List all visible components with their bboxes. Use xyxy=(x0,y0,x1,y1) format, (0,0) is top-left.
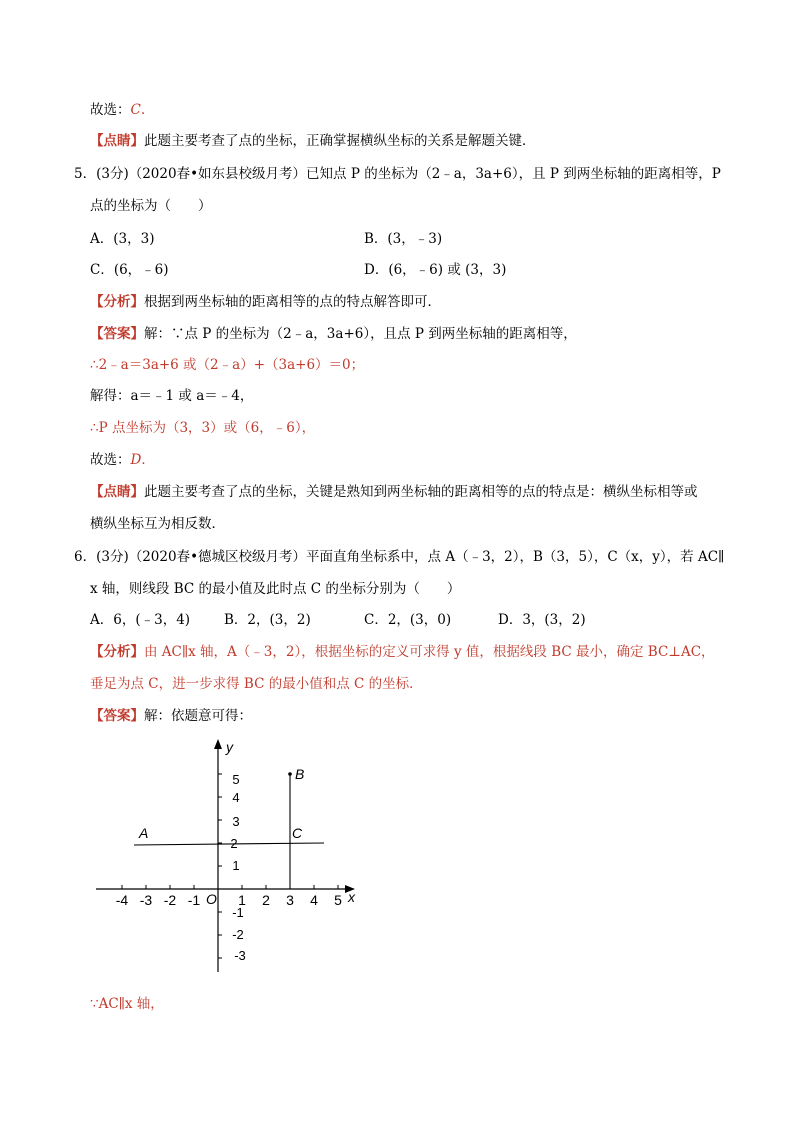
q5-option-c: C．(6，﹣6) xyxy=(90,262,169,278)
origin-label: O xyxy=(206,891,217,907)
y-tick-label: 5 xyxy=(232,772,240,787)
choice-value: D xyxy=(130,452,142,468)
point-b-dot xyxy=(288,772,292,776)
x-tick-label: -4 xyxy=(115,892,129,908)
x-tick-label: 2 xyxy=(262,892,270,908)
x-tick-label: -3 xyxy=(139,892,153,908)
y-tick-label: 3 xyxy=(232,814,240,829)
q6-option-b: B．2，(3，2) xyxy=(224,612,311,628)
y-tick-label: -1 xyxy=(232,905,244,920)
q5-option-b: B．(3，﹣3) xyxy=(364,231,443,247)
y-ticks xyxy=(218,774,222,958)
q5-step2: 解得：a＝﹣1 或 a＝﹣4， xyxy=(90,388,254,404)
answer-end: . xyxy=(140,102,146,118)
q6-stem-line2: x 轴，则线段 BC 的最小值及此时点 C 的坐标分别为（ ） xyxy=(90,581,461,597)
line-ac xyxy=(134,843,324,845)
x-tick-label: 3 xyxy=(286,892,294,908)
q5-comment-line2: 横纵坐标互为相反数． xyxy=(90,516,225,532)
choice-end: ． xyxy=(141,452,155,468)
point-b-label: B xyxy=(295,766,305,782)
q5-option-d: D．(6，﹣6) 或 (3，3) xyxy=(364,262,507,278)
answer-text: 解：∵点 P 的坐标为（2﹣a，3a+6），且点 P 到两坐标轴的距离相等， xyxy=(144,326,577,342)
x-tick-label: 5 xyxy=(334,892,342,908)
answer-value: C xyxy=(130,102,141,118)
q5-stem-line2: 点的坐标为（ ） xyxy=(90,198,212,214)
q5-step3: ∴P 点坐标为（3，3）或（6，﹣6）， xyxy=(90,420,316,436)
comment-text: 此题主要考查了点的坐标，正确掌握横纵坐标的关系是解题关键． xyxy=(144,133,536,149)
choice-prefix: 故选： xyxy=(90,452,131,468)
y-axis-label: y xyxy=(226,739,233,755)
comment-tag: 【点睛】 xyxy=(90,484,144,500)
analysis-tag: 【分析】 xyxy=(90,294,144,310)
answer-tag: 【答案】 xyxy=(90,708,144,724)
point-c-label: C xyxy=(292,825,303,841)
q6-option-c: C．2，(3，0) xyxy=(364,612,452,628)
answer-prefix: 故选： xyxy=(90,102,131,118)
y-tick-label: -3 xyxy=(234,948,246,963)
q6-option-a: A．6，(﹣3，4) xyxy=(90,612,191,628)
q6-final-line: ∵AC∥x 轴， xyxy=(90,996,164,1012)
comment-tag: 【点睛】 xyxy=(90,133,144,149)
q5-step1: ∴2﹣a＝3a+6 或（2﹣a）+（3a+6）＝0； xyxy=(90,357,365,373)
x-axis-label: x xyxy=(348,889,355,905)
q6-option-d: D．3，(3，2) xyxy=(498,612,586,628)
x-tick-label: 1 xyxy=(238,892,246,908)
q5-stem-line1: 5．(3分)（2020春•如东县校级月考）已知点 P 的坐标为（2﹣a，3a+6），且 P 到两坐标轴的距离相等，P xyxy=(74,166,721,182)
analysis-text: 由 AC∥x 轴，A（﹣3，2），根据坐标的定义可求得 y 值，根据线段 BC 最小，确定 BC⊥AC， xyxy=(144,644,715,660)
q6-stem-line1: 6．(3分)（2020春•德城区校级月考）平面直角坐标系中，点 A（﹣3，2），B（3，5），C（x，y），若 AC∥ xyxy=(74,549,725,565)
x-tick-label: 4 xyxy=(310,892,318,908)
q6-analysis-line2: 垂足为点 C，进一步求得 BC 的最小值和点 C 的坐标． xyxy=(90,676,423,692)
analysis-text: 根据到两坐标轴的距离相等的点的特点解答即可． xyxy=(144,294,441,310)
analysis-tag: 【分析】 xyxy=(90,644,144,660)
y-tick-label: -2 xyxy=(232,927,244,942)
y-tick-label: 4 xyxy=(232,790,240,805)
x-tick-label: -1 xyxy=(187,892,201,908)
point-a-label: A xyxy=(139,825,149,841)
q5-option-a: A．(3，3) xyxy=(90,231,155,247)
y-tick-label: 1 xyxy=(232,858,240,873)
comment-text: 此题主要考查了点的坐标，关键是熟知到两坐标轴的距离相等的点的特点是：横纵坐标相等或 xyxy=(144,484,698,500)
y-axis-arrow xyxy=(214,739,222,749)
answer-text: 解：依题意可得： xyxy=(144,708,252,724)
x-tick-label: -2 xyxy=(163,892,177,908)
answer-tag: 【答案】 xyxy=(90,326,144,342)
